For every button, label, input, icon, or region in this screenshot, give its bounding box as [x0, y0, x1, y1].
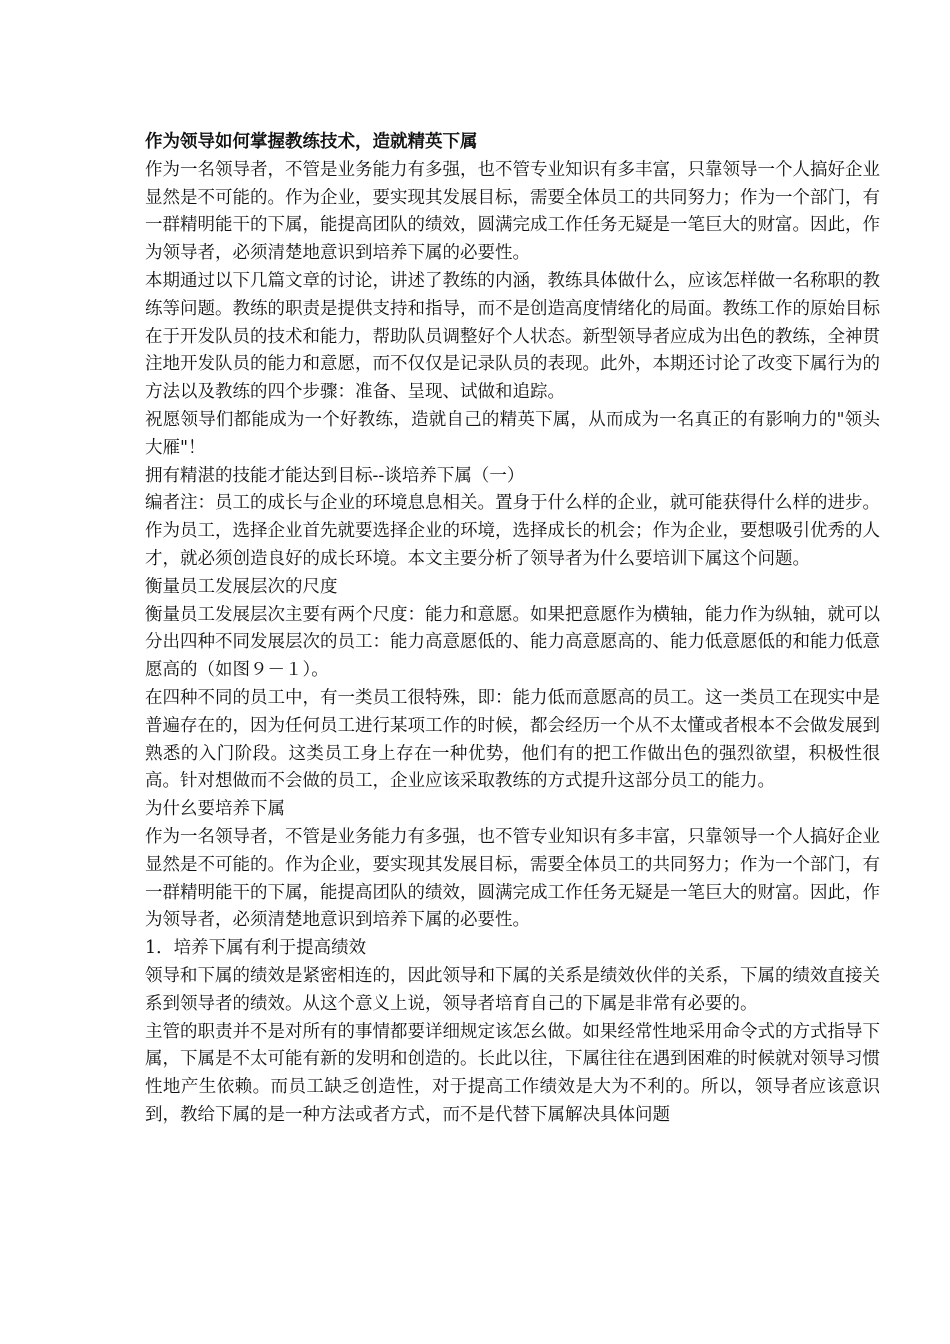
paragraph-manager-duty: 主管的职责并不是对所有的事情都要详细规定该怎幺做。如果经常性地采用命令式的方式指导下属，下属是不太可能有新的发明和创造的。长此以往，下属往往在遇到困难的时候就对领导习惯性地产生依赖。而员工缺乏创造性，对于提高工作绩效是大为不利的。所以，领导者应该意识到，教给下属的是一种方法或者方式，而不是代替下属解决具体问题 [145, 1021, 880, 1125]
paragraph-intro: 作为一名领导者，不管是业务能力有多强，也不管专业知识有多丰富，只靠领导一个人搞好企业显然是不可能的。作为企业，要实现其发展目标，需要全体员工的共同努力；作为一个部门，有一群精明能干的下属，能提高团队的绩效，圆满完成工作任务无疑是一笔巨大的财富。因此，作为领导者，必须清楚地意识到培养下属的必要性。 [145, 159, 880, 264]
paragraph-measure: 衡量员工发展层次主要有两个尺度：能力和意愿。如果把意愿作为横轴，能力作为纵轴，就可以分出四种不同发展层次的员工：能力高意愿低的、能力高意愿高的、能力低意愿低的和能力低意愿高的（如图９－１）。 [145, 604, 880, 681]
section-heading-skills: 拥有精湛的技能才能达到目标--谈培养下属（一） [145, 465, 525, 486]
document-page [145, 129, 880, 1130]
paragraph-four-types: 在四种不同的员工中，有一类员工很特殊，即：能力低而意愿高的员工。这一类员工在现实中是普遍存在的，因为任何员工进行某项工作的时候，都会经历一个从不太懂或者根本不会做发展到熟悉的入门阶段。这类员工身上存在一种优势，他们有的把工作做出色的强烈欲望，积极性很高。针对想做而不会做的员工，企业应该采取教练的方式提升这部分员工的能力。 [145, 687, 880, 792]
paragraph-wish: 祝愿领导们都能成为一个好教练，造就自己的精英下属，从而成为一名真正的有影响力的"领头大雁"！ [145, 409, 880, 458]
paragraph-why: 作为一名领导者，不管是业务能力有多强，也不管专业知识有多丰富，只靠领导一个人搞好企业显然是不可能的。作为企业，要实现其发展目标，需要全体员工的共同努力；作为一个部门，有一群精明能干的下属，能提高团队的绩效，圆满完成工作任务无疑是一笔巨大的财富。因此，作为领导者，必须清楚地意识到培养下属的必要性。 [145, 826, 880, 931]
paragraph-summary: 本期通过以下几篇文章的讨论，讲述了教练的内涵，教练具体做什么，应该怎样做一名称职的教练等问题。教练的职责是提供支持和指导，而不是创造高度情绪化的局面。教练工作的原始目标在于开发队员的技术和能力，帮助队员调整好个人状态。新型领导者应成为出色的教练，全神贯注地开发队员的能力和意愿，而不仅仅是记录队员的表现。此外，本期还讨论了改变下属行为的方法以及教练的四个步骤：准备、呈现、试做和追踪。 [145, 270, 880, 403]
paragraph-editor-note: 编者注：员工的成长与企业的环境息息相关。置身于什么样的企业，就可能获得什么样的进步。作为员工，选择企业首先就要选择企业的环境，选择成长的机会；作为企业，要想吸引优秀的人才，就必须创造良好的成长环境。本文主要分析了领导者为什么要培训下属这个问题。 [145, 493, 880, 569]
section-heading-why: 为什幺要培养下属 [145, 799, 285, 820]
section-heading-performance: 1．培养下属有利于提高绩效 [145, 938, 367, 959]
document-title: 作为领导如何掌握教练技术，造就精英下属 [145, 132, 478, 152]
section-heading-measure: 衡量员工发展层次的尺度 [145, 576, 338, 597]
paragraph-performance: 领导和下属的绩效是紧密相连的，因此领导和下属的关系是绩效伙伴的关系，下属的绩效直接关系到领导者的绩效。从这个意义上说，领导者培育自己的下属是非常有必要的。 [145, 965, 880, 1014]
